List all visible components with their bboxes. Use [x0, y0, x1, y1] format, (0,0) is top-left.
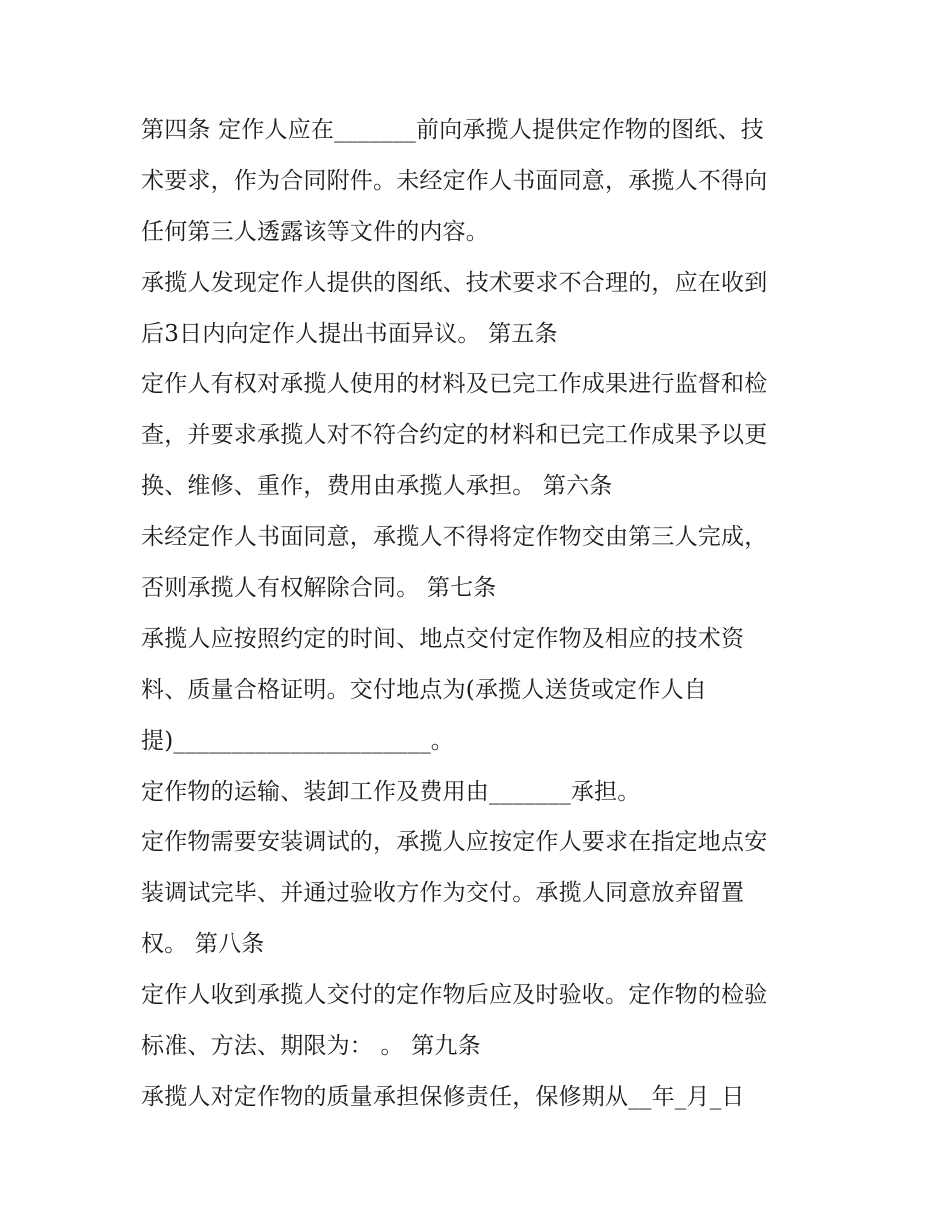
text-line: 承揽人对定作物的质量承担保修责任，保修期从__年_月_日: [141, 1083, 745, 1110]
text-line: 定作人收到承揽人交付的定作物后应及时验收。定作物的检验: [141, 982, 768, 1009]
text-line: 装调试完毕、并通过验收方作为交付。承揽人同意放弃留置: [141, 880, 745, 907]
text-line: 标准、方法、期限为： 。 第九条: [141, 1033, 481, 1060]
text-line: 后3日内向定作人提出书面异议。 第五条: [141, 320, 558, 347]
text-line: 未经定作人书面同意，承揽人不得将定作物交由第三人完成，: [141, 524, 768, 551]
text-line: 否则承揽人有权解除合同。 第七条: [141, 575, 497, 602]
text-line: 承揽人发现定作人提供的图纸、技术要求不合理的，应在收到: [141, 269, 768, 296]
text-line: 换、维修、重作，费用由承揽人承担。 第六条: [141, 473, 613, 500]
text-line: 料、质量合格证明。交付地点为(承揽人送货或定作人自: [141, 676, 707, 703]
text-line: 查，并要求承揽人对不符合约定的材料和已完工作成果予以更: [141, 422, 768, 449]
text-line: 承揽人应按照约定的时间、地点交付定作物及相应的技术资: [141, 625, 745, 652]
contract-text: [141, 105, 821, 1123]
text-line: 任何第三人透露该等文件的内容。: [141, 218, 489, 245]
text-line: 权。 第八条: [141, 931, 265, 958]
text-line: 提)______________________。: [141, 727, 454, 754]
text-line: 术要求，作为合同附件。未经定作人书面同意，承揽人不得向: [141, 167, 768, 194]
text-line: 第四条 定作人应在_______前向承揽人提供定作物的图纸、技: [141, 117, 765, 143]
text-line: 定作物需要安装调试的，承揽人应按定作人要求在指定地点安: [141, 829, 768, 856]
text-line: 定作人有权对承揽人使用的材料及已完工作成果进行监督和检: [141, 371, 768, 398]
text-line: 定作物的运输、装卸工作及费用由_______承担。: [141, 778, 641, 805]
